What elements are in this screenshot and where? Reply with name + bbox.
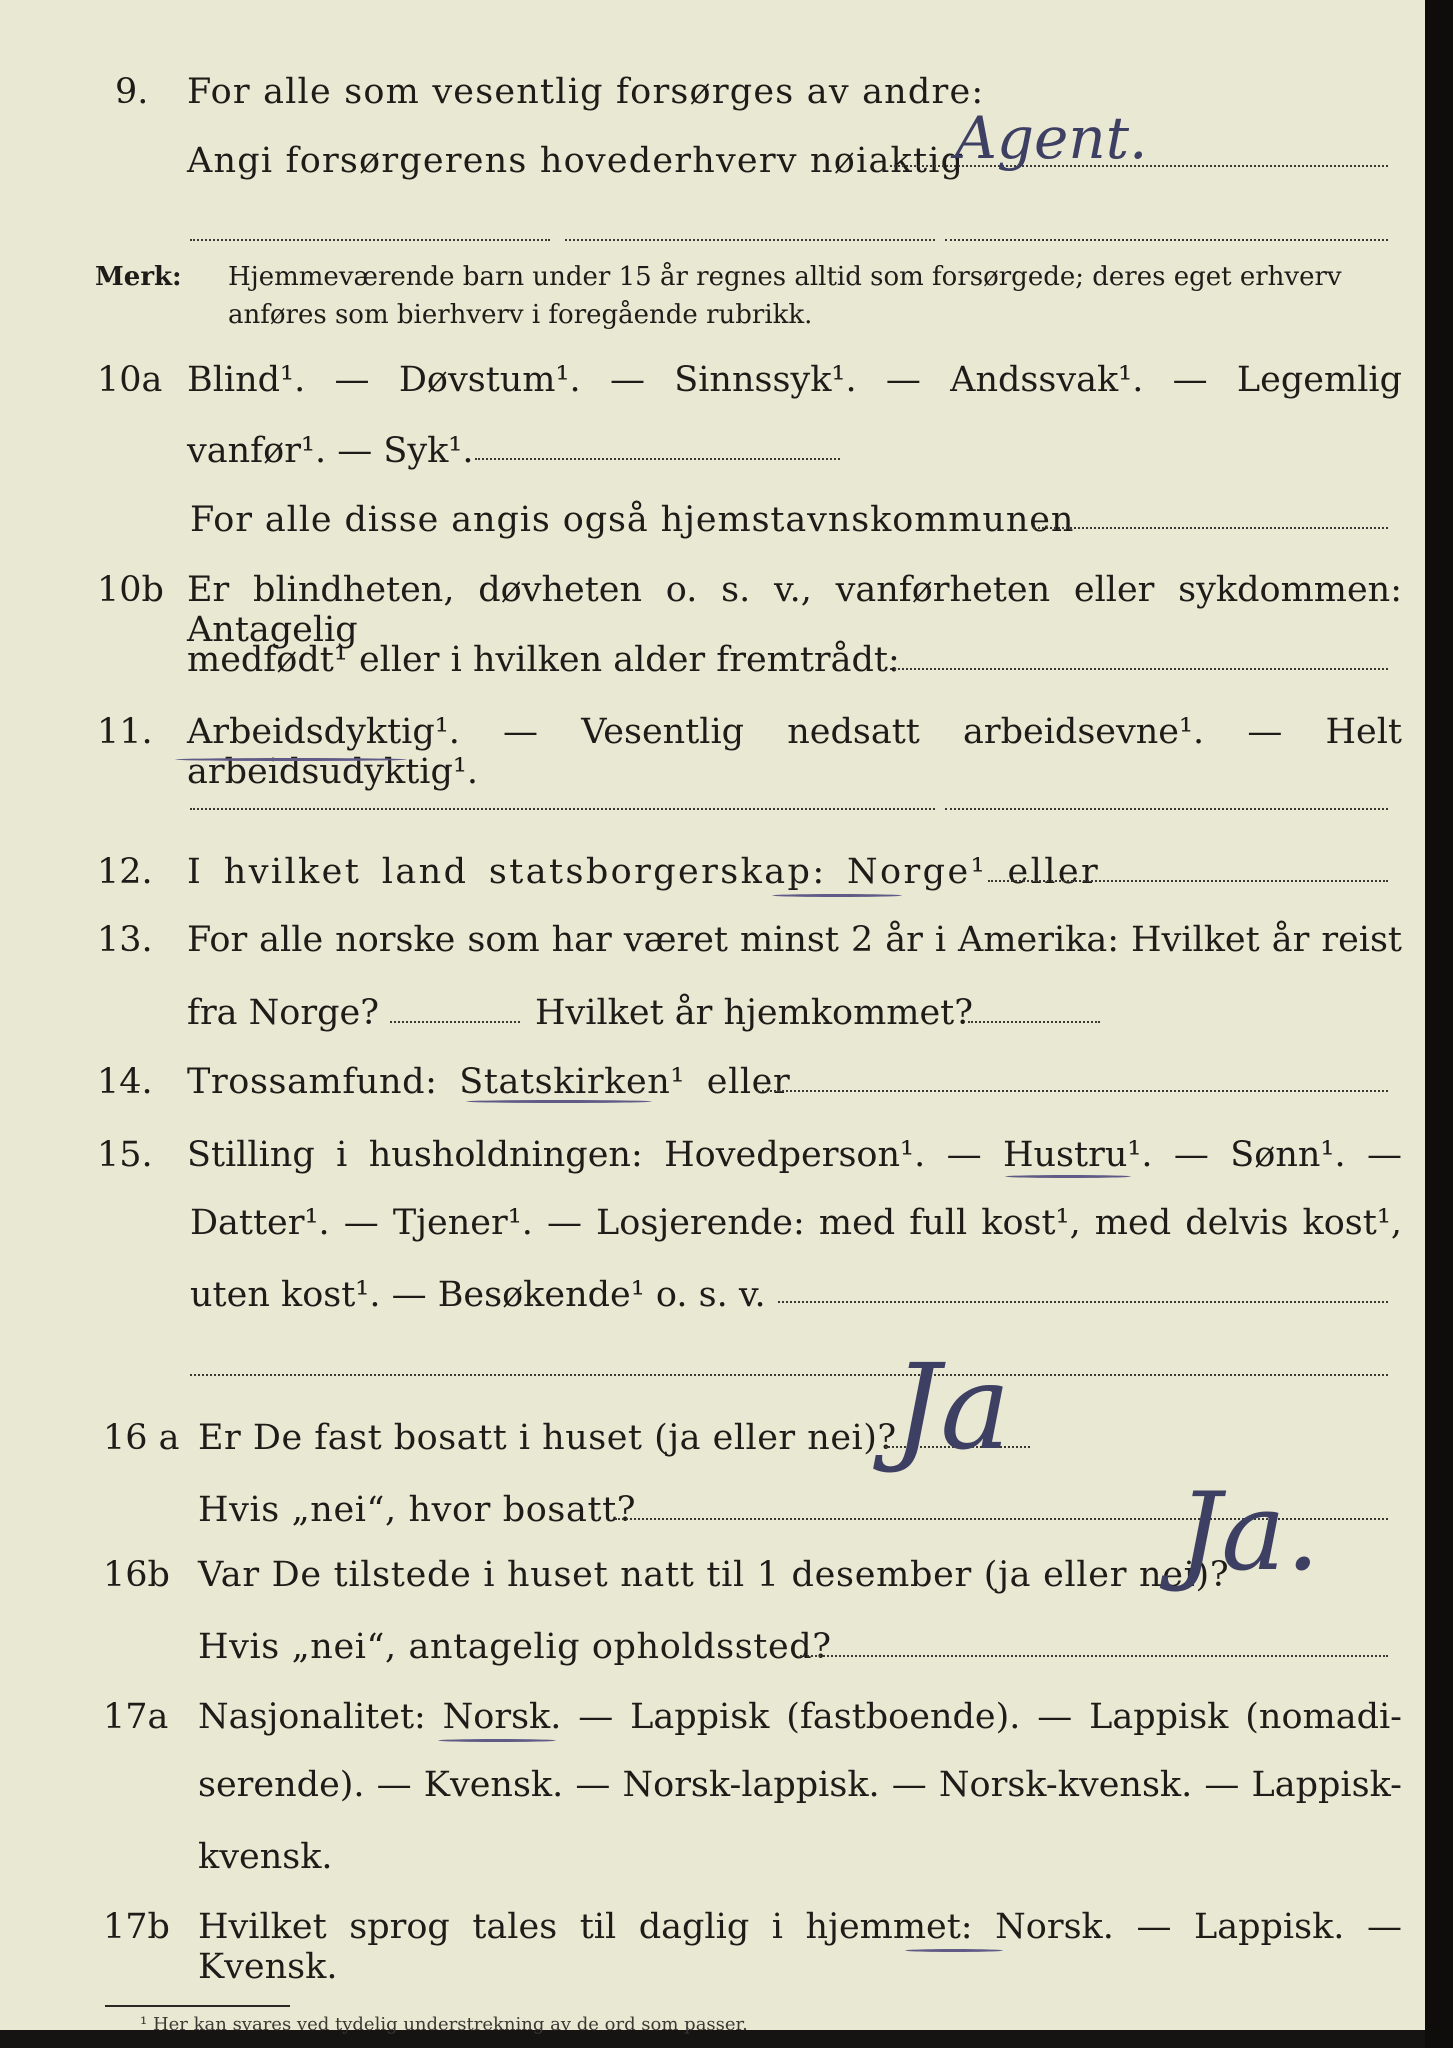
q12-number: 12. bbox=[97, 852, 153, 892]
q10a-answer-line bbox=[475, 458, 840, 460]
merk-label: Merk: bbox=[95, 262, 182, 292]
q15-line1: Stilling i husholdningen: Hovedperson¹. — Hustru¹. — Sønn¹. — bbox=[187, 1135, 1402, 1175]
q11-line-1 bbox=[190, 808, 935, 810]
merk-line1: Hjemmeværende barn under 15 år regnes alltid som forsørgede; deres eget erhverv bbox=[228, 262, 1342, 292]
q14-number: 14. bbox=[97, 1062, 153, 1102]
q15-extra-line bbox=[190, 1374, 1388, 1376]
q17a-line2: serende). — Kvensk. — Norsk-lappisk. — Norsk-kvensk. — Lappisk- bbox=[198, 1765, 1402, 1805]
q9-number: 9. bbox=[115, 72, 149, 112]
q16a-answer-handwriting: Ja bbox=[893, 1338, 1011, 1476]
q9-line2: Angi forsørgerens hovederhverv nøiaktig bbox=[187, 141, 965, 181]
q16b-line1: Var De tilstede i huset natt til 1 desember (ja eller nei)? bbox=[198, 1555, 1230, 1595]
q14-underline-mark bbox=[466, 1100, 652, 1103]
q16a-line2: Hvis „nei“, hvor bosatt? bbox=[198, 1490, 637, 1530]
q13-number: 13. bbox=[97, 920, 153, 960]
q16b-opholdssted-line bbox=[800, 1655, 1388, 1657]
merk-line2: anføres som bierhverv i foregående rubrikk. bbox=[228, 300, 813, 330]
q15-answer-line bbox=[778, 1301, 1388, 1303]
q13-line1: For alle norske som har været minst 2 år i Amerika: Hvilket år reist bbox=[187, 920, 1402, 960]
q17a-line1: Nasjonalitet: Norsk. — Lappisk (fastboende). — Lappisk (nomadi- bbox=[198, 1697, 1402, 1737]
footnote-rule bbox=[105, 2005, 290, 2007]
q14-text: Trossamfund: Statskirken¹ eller bbox=[187, 1062, 791, 1102]
q12-answer-line bbox=[988, 880, 1388, 882]
q16b-number: 16b bbox=[103, 1555, 170, 1595]
q17b-underline-mark bbox=[905, 1949, 1003, 1952]
q16a-number: 16 a bbox=[103, 1418, 180, 1458]
q9-extra-line-1 bbox=[190, 239, 550, 241]
q13-line2b: Hvilket år hjemkommet? bbox=[535, 993, 974, 1033]
q10a-line2: vanfør¹. — Syk¹. bbox=[187, 431, 474, 471]
q16b-answer-handwriting: Ja. bbox=[1178, 1470, 1321, 1595]
q11-number: 11. bbox=[97, 712, 153, 752]
q11-line-2 bbox=[945, 808, 1388, 810]
q10b-line1: Er blindheten, døvheten o. s. v., vanførheten eller sykdommen: Antagelig bbox=[187, 570, 1402, 650]
q9-extra-line-2 bbox=[565, 239, 935, 241]
q10a-kommune-line bbox=[1033, 527, 1388, 529]
q12-underline-mark bbox=[772, 894, 902, 897]
q10a-line1: Blind¹. — Døvstum¹. — Sinnssyk¹. — Andssvak¹. — Legemlig bbox=[187, 360, 1402, 400]
q17a-underline-mark bbox=[438, 1739, 556, 1742]
q16b-line2: Hvis „nei“, antagelig opholdssted? bbox=[198, 1627, 832, 1667]
q14-answer-line bbox=[757, 1090, 1388, 1092]
q10b-number: 10b bbox=[97, 570, 164, 610]
q15-line3: uten kost¹. — Besøkende¹ o. s. v. bbox=[190, 1275, 766, 1315]
q10a-number: 10a bbox=[97, 360, 163, 400]
q11-text: Arbeidsdyktig¹. — Vesentlig nedsatt arbeidsevne¹. — Helt arbeidsudyktig¹. bbox=[187, 712, 1402, 792]
q11-underline-mark bbox=[175, 758, 407, 761]
q17b-text: Hvilket sprog tales til daglig i hjemmet: Norsk. — Lappisk. — Kvensk. bbox=[198, 1907, 1402, 1987]
q10a-line3: For alle disse angis også hjemstavnskommunen bbox=[190, 500, 1075, 540]
q9-answer-handwriting: Agent. bbox=[955, 104, 1148, 172]
q10b-line2: medfødt¹ eller i hvilken alder fremtrådt: bbox=[187, 640, 900, 680]
q15-line2: Datter¹. — Tjener¹. — Losjerende: med full kost¹, med delvis kost¹, bbox=[190, 1203, 1402, 1243]
q17b-number: 17b bbox=[103, 1907, 170, 1947]
q15-underline-mark bbox=[1005, 1175, 1131, 1178]
footnote-text: ¹ Her kan svares ved tydelig understrekning av de ord som passer. bbox=[140, 2014, 748, 2035]
q9-extra-line-3 bbox=[945, 239, 1388, 241]
q13-hjemkommet-line bbox=[968, 1021, 1100, 1023]
q16a-line1: Er De fast bosatt i huset (ja eller nei)? bbox=[198, 1418, 897, 1458]
q17a-number: 17a bbox=[103, 1697, 169, 1737]
q13-line2a: fra Norge? bbox=[187, 993, 379, 1033]
q15-number: 15. bbox=[97, 1135, 153, 1175]
q17a-line3: kvensk. bbox=[198, 1837, 333, 1877]
q12-text: I hvilket land statsborgerskap: Norge¹ eller bbox=[187, 852, 1101, 892]
q9-line1: For alle som vesentlig forsørges av andre: bbox=[187, 72, 985, 112]
scan-dark-edge bbox=[1425, 0, 1453, 2048]
q10b-answer-line bbox=[890, 668, 1388, 670]
q13-reist-line bbox=[390, 1021, 520, 1023]
